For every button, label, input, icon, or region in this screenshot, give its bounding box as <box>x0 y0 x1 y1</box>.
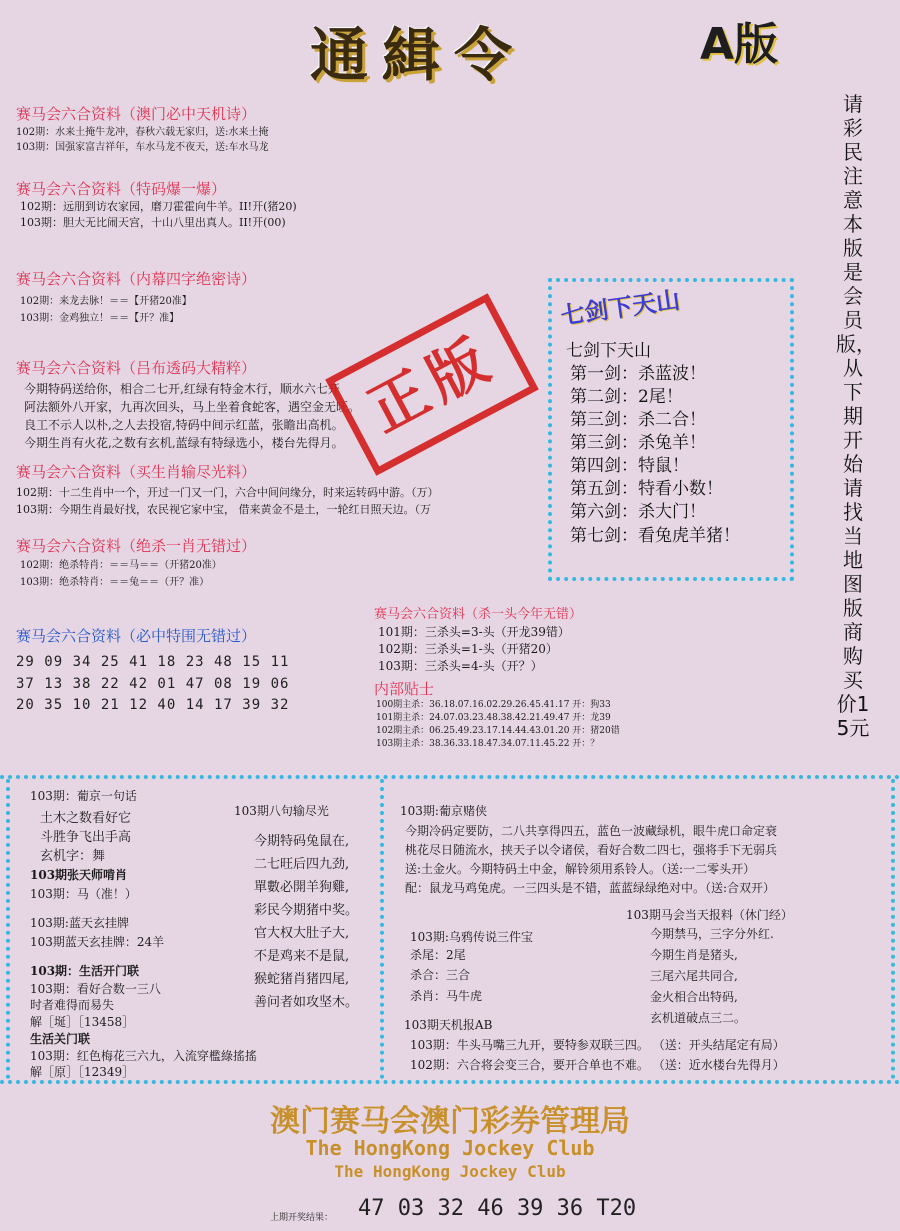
p2-line: 103期：马（准！） <box>30 887 137 901</box>
section-title-special-range: 赛马会六合资料（必中特围无错过） <box>16 627 257 645</box>
p9-line: 三尾六尾共同合, <box>650 969 738 983</box>
sword-line: 七剑下天山 <box>566 341 651 361</box>
p6-line: 二七旺后四九劲, <box>254 857 350 872</box>
seven-swords-heading: 七剑下天山 <box>558 285 682 331</box>
sec4-line: 阿法额外八开家，九再次回头，马上坐着食蛇客，遇空金无旺。 <box>24 400 361 414</box>
number-row: 37 13 38 22 42 01 47 08 19 06 <box>16 676 290 692</box>
p5-title: 生活关门联 <box>30 1032 91 1046</box>
p1-line: 土木之数看好它 <box>40 811 132 826</box>
p6-line: 官大权大肚子大, <box>254 926 350 941</box>
p8-line: 杀尾：2尾 <box>410 948 466 962</box>
sword-line: 第三剑：杀二合！ <box>570 410 706 430</box>
divider-top <box>0 775 900 779</box>
footer-en-large: The HongKong Jockey Club <box>305 1136 595 1160</box>
section-title-four-words: 赛马会六合资料（内幕四字绝密诗） <box>16 270 257 288</box>
p6-line: 善问者如攻坚木。 <box>254 995 359 1010</box>
sec1-line: 102期：水来土掩牛龙冲，春秋六载无家归，送:水来土掩 <box>16 127 269 138</box>
authentic-stamp: 正版 <box>325 293 539 476</box>
p9-line: 今期生肖是猪头, <box>650 948 738 962</box>
p9-title: 103期马会当天报料（休门经） <box>626 908 793 922</box>
sec4-line: 良工不示人以朴,之人去投宿,特码中间示红蓝，张瞻出高机。 <box>24 418 344 432</box>
section-title-burst: 赛马会六合资料（特码爆一爆） <box>16 180 227 198</box>
p1-title: 103期：葡京一句话 <box>30 789 137 803</box>
number-row: 20 35 10 21 12 40 14 17 39 32 <box>16 697 290 713</box>
last-draw-result: 47 03 32 46 39 36 T20 <box>358 1196 637 1221</box>
sec3-line: 103期：金鸡独立！＝＝【开？准】 <box>20 313 180 324</box>
footer-en-small: The HongKong Jockey Club <box>334 1162 566 1181</box>
p8-line: 杀合：三合 <box>410 968 471 982</box>
sec5-line: 103期：今期生肖最好找，农民视它家中宝， 借来黄金不是土，一轮红日照天边。（万 <box>16 503 431 516</box>
sword-line: 第三剑：杀兔羊！ <box>570 433 706 453</box>
sec2-line: 102期：远朋到访农家园，磨刀霍霍向牛羊。II!开(猪20) <box>20 200 297 213</box>
sec4-line: 今期生肖有火花,之数有玄机,蓝绿有特绿选小，楼台先得月。 <box>24 436 344 450</box>
sec6-line: 103期：绝杀特肖：＝＝兔＝＝（开？准） <box>20 577 210 588</box>
insider-line: 102期主杀：06.25.49.23.17.14.44.43.01.20 开：猪20错 <box>376 726 620 736</box>
divider-right <box>891 779 895 1079</box>
p9-line: 今期禁马，三字分外红. <box>650 927 774 941</box>
section-title-kill-one: 赛马会六合资料（绝杀一肖无错过） <box>16 537 257 555</box>
p9-line: 玄机道破点三二。 <box>650 1011 747 1025</box>
p5-line: 103期：红色梅花三六九，入流穿檻綠搖搖 <box>30 1049 257 1063</box>
sec6-line: 102期：绝杀特肖：＝＝马＝＝（开猪20准） <box>20 560 222 571</box>
sec8-line: 103期：三杀头=4-头（开？） <box>378 659 543 673</box>
p6-line: 今期特码兔鼠在, <box>254 834 350 849</box>
number-row: 29 09 34 25 41 18 23 48 15 11 <box>16 654 290 670</box>
p3-title: 103期:蓝天玄挂牌 <box>30 916 129 930</box>
sword-line: 第一剑：杀蓝波！ <box>570 364 706 384</box>
p1-line: 斗胜争飞出手高 <box>40 830 132 845</box>
member-notice: 请彩民注意本版是会员版，从下期开始请找当地图版商购买价15元 <box>836 92 876 740</box>
insider-line: 103期主杀：38.36.33.18.47.34.07.11.45.22 开：？ <box>376 739 600 749</box>
insider-title: 内部贴士 <box>374 680 435 698</box>
p7-line: 配：鼠龙马鸡兔虎。一三四头是不错，蓝蓝绿绿绝对中。（送:合双开） <box>405 881 776 895</box>
p7-title: 103期:葡京赌侠 <box>400 804 487 818</box>
section-title-zodiac: 赛马会六合资料（买生肖输尽光料） <box>16 463 257 481</box>
sword-line: 第四剑：特鼠！ <box>570 456 689 476</box>
insider-line: 100期主杀：36.18.07.16.02.29.26.45.41.17 开：狗33 <box>376 700 611 710</box>
sec3-line: 102期：来龙去脉！＝＝【开猪20准】 <box>20 296 192 307</box>
insider-line: 101期主杀：24.07.03.23.48.38.42.21.49.47 开：龙39 <box>376 713 611 723</box>
sword-line: 第七剑：看兔虎羊猪！ <box>570 526 740 546</box>
sword-line: 第五剑：特看小数！ <box>570 479 723 499</box>
divider-left <box>6 779 10 1079</box>
p8-line: 杀肖：马牛虎 <box>410 989 483 1003</box>
p9-line: 金火相合出特码, <box>650 990 738 1004</box>
p8-title: 103期:乌鸦传说三件宝 <box>410 930 533 944</box>
section-title-kill-head: 赛马会六合资料（杀一头今年无错） <box>374 607 583 622</box>
result-label: 上期开奖结果： <box>270 1213 334 1223</box>
sec8-line: 102期：三杀头=1-头（开猪20） <box>378 642 558 656</box>
sword-line: 第六剑：杀大门！ <box>570 502 706 522</box>
sec1-line: 103期：国强家富吉祥年，车水马龙不夜天，送:车水马龙 <box>16 142 269 153</box>
p6-line: 不是鸡来不是鼠, <box>254 949 350 964</box>
p5-line: 解［原］［12349］ <box>30 1065 135 1079</box>
p4-line: 解［埏］［13458］ <box>30 1015 135 1029</box>
sec5-line: 102期：十二生肖中一个，开过一门又一门，六合中间问缘分，时来运转码中游。（万） <box>16 486 439 499</box>
p6-line: 猴蛇猪肖猪四尾, <box>254 972 350 987</box>
divider-mid <box>380 779 384 1079</box>
sec2-line: 103期：胆大无比闹天宫，十山八里出真人。II!开(00) <box>20 216 286 229</box>
p6-title: 103期八句输尽光 <box>234 804 329 818</box>
p7-line: 送:土金火。今期特码土中金，解铃须用系铃人。（送:一二零头开） <box>405 862 756 876</box>
p1-line: 玄机字：舞 <box>40 849 106 864</box>
p10-line: 102期：六合将会变三合，要开合单也不难。 （送：近水楼台先得月） <box>410 1058 785 1072</box>
sec4-line: 今期特码送给你，相合二七开,红绿有特金木行，顺水六七开 <box>24 382 340 396</box>
p4-line: 103期：看好合数一三八 <box>30 982 161 996</box>
footer-org: 澳门赛马会澳门彩券管理局 <box>270 1104 630 1139</box>
p10-line: 103期：牛头马嘴三九开，要特参双联三四。 （送：开头结尾定有局） <box>410 1038 785 1052</box>
section-title-lvbu: 赛马会六合资料（吕布透码大精粹） <box>16 359 257 377</box>
p3-line: 103期蓝天玄挂牌：24羊 <box>30 935 165 949</box>
p10-title: 103期天机报AB <box>404 1018 493 1032</box>
p6-line: 彩民今期猪中奖。 <box>254 903 359 918</box>
sec8-line: 101期：三杀头=3-头（开龙39错） <box>378 625 570 639</box>
section-title-poem: 赛马会六合资料（澳门必中天机诗） <box>16 105 257 123</box>
edition-badge: A版 <box>700 19 779 70</box>
page-title: 通緝令 <box>310 21 527 89</box>
p4-title: 103期：生活开门联 <box>30 964 140 978</box>
divider-bottom <box>0 1080 900 1084</box>
p7-line: 桃花尽日随流水，挟天子以令诸侯，看好合数二四七，强将手下无弱兵 <box>405 843 778 857</box>
p2-title: 103期张天师啃肖 <box>30 868 128 882</box>
p6-line: 單數必開羊狗雞, <box>254 880 350 895</box>
sword-line: 第二剑：2尾！ <box>570 387 683 407</box>
p7-line: 今期冷码定要防，二八共享得四五，蓝色一波藏绿机，眼牛虎口命定衰 <box>405 824 778 838</box>
p4-line: 时者难得而易失 <box>30 998 115 1012</box>
